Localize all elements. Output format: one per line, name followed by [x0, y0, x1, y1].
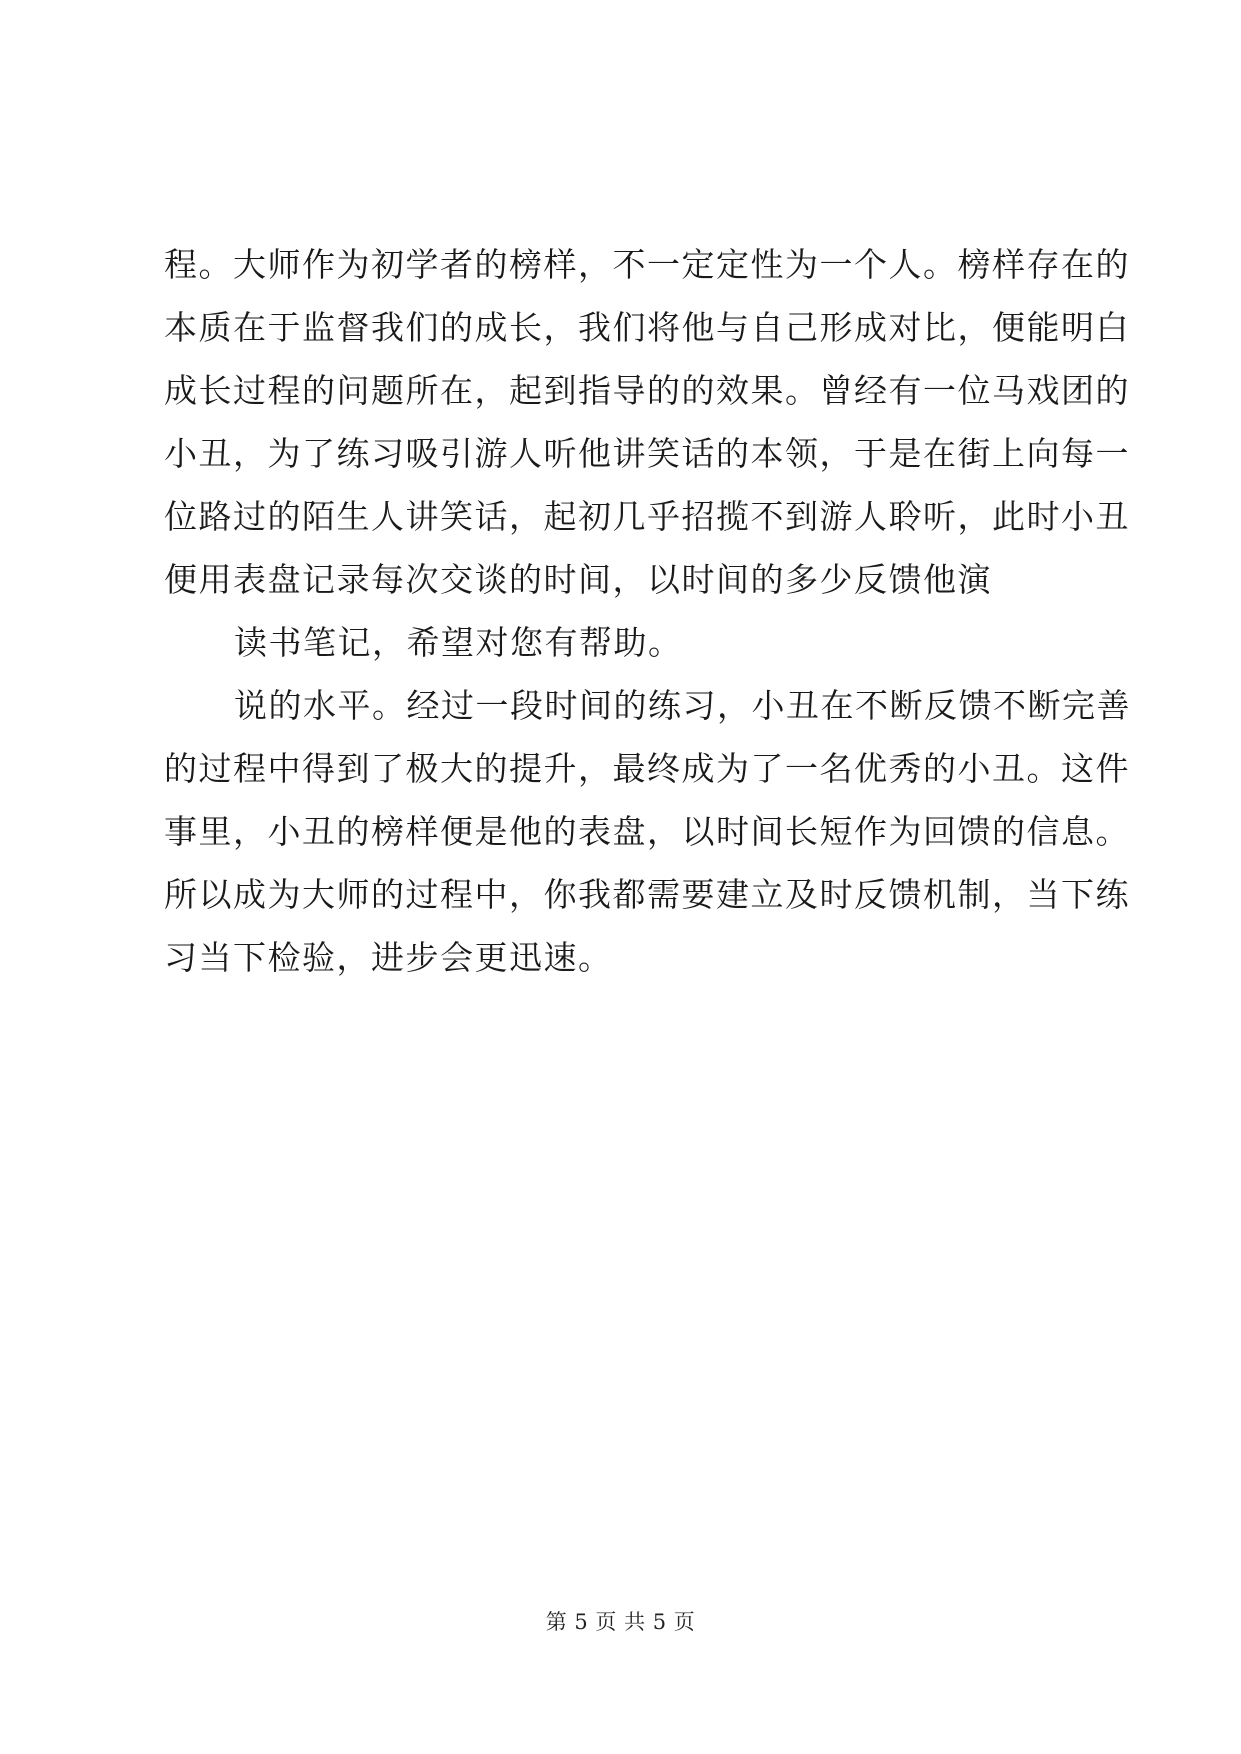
text-line: 小丑，为了练习吸引游人听他讲笑话的本领，于是在街上向每一 [164, 434, 1130, 473]
text-line: 便用表盘记录每次交谈的时间，以时间的多少反馈他演 [164, 560, 992, 599]
text-line: 事里，小丑的榜样便是他的表盘，以时间长短作为回馈的信息。 [164, 812, 1130, 851]
text-line: 所以成为大师的过程中，你我都需要建立及时反馈机制，当下练 [164, 875, 1130, 914]
page-number-footer: 第 5 页 共 5 页 [545, 1610, 696, 1634]
text-line: 说的水平。经过一段时间的练习，小丑在不断反馈不断完善 [234, 686, 1131, 725]
document-body [164, 233, 1131, 989]
text-line: 读书笔记，希望对您有帮助。 [234, 623, 683, 662]
text-line: 本质在于监督我们的成长，我们将他与自己形成对比，便能明白 [164, 308, 1130, 347]
text-line: 习当下检验，进步会更迅速。 [164, 938, 613, 977]
text-line: 程。大师作为初学者的榜样，不一定定性为一个人。榜样存在的 [164, 245, 1130, 284]
text-line: 的过程中得到了极大的提升，最终成为了一名优秀的小丑。这件 [164, 749, 1130, 788]
text-line: 成长过程的问题所在，起到指导的的效果。曾经有一位马戏团的 [164, 371, 1130, 410]
text-line: 位路过的陌生人讲笑话，起初几乎招揽不到游人聆听，此时小丑 [164, 497, 1130, 536]
